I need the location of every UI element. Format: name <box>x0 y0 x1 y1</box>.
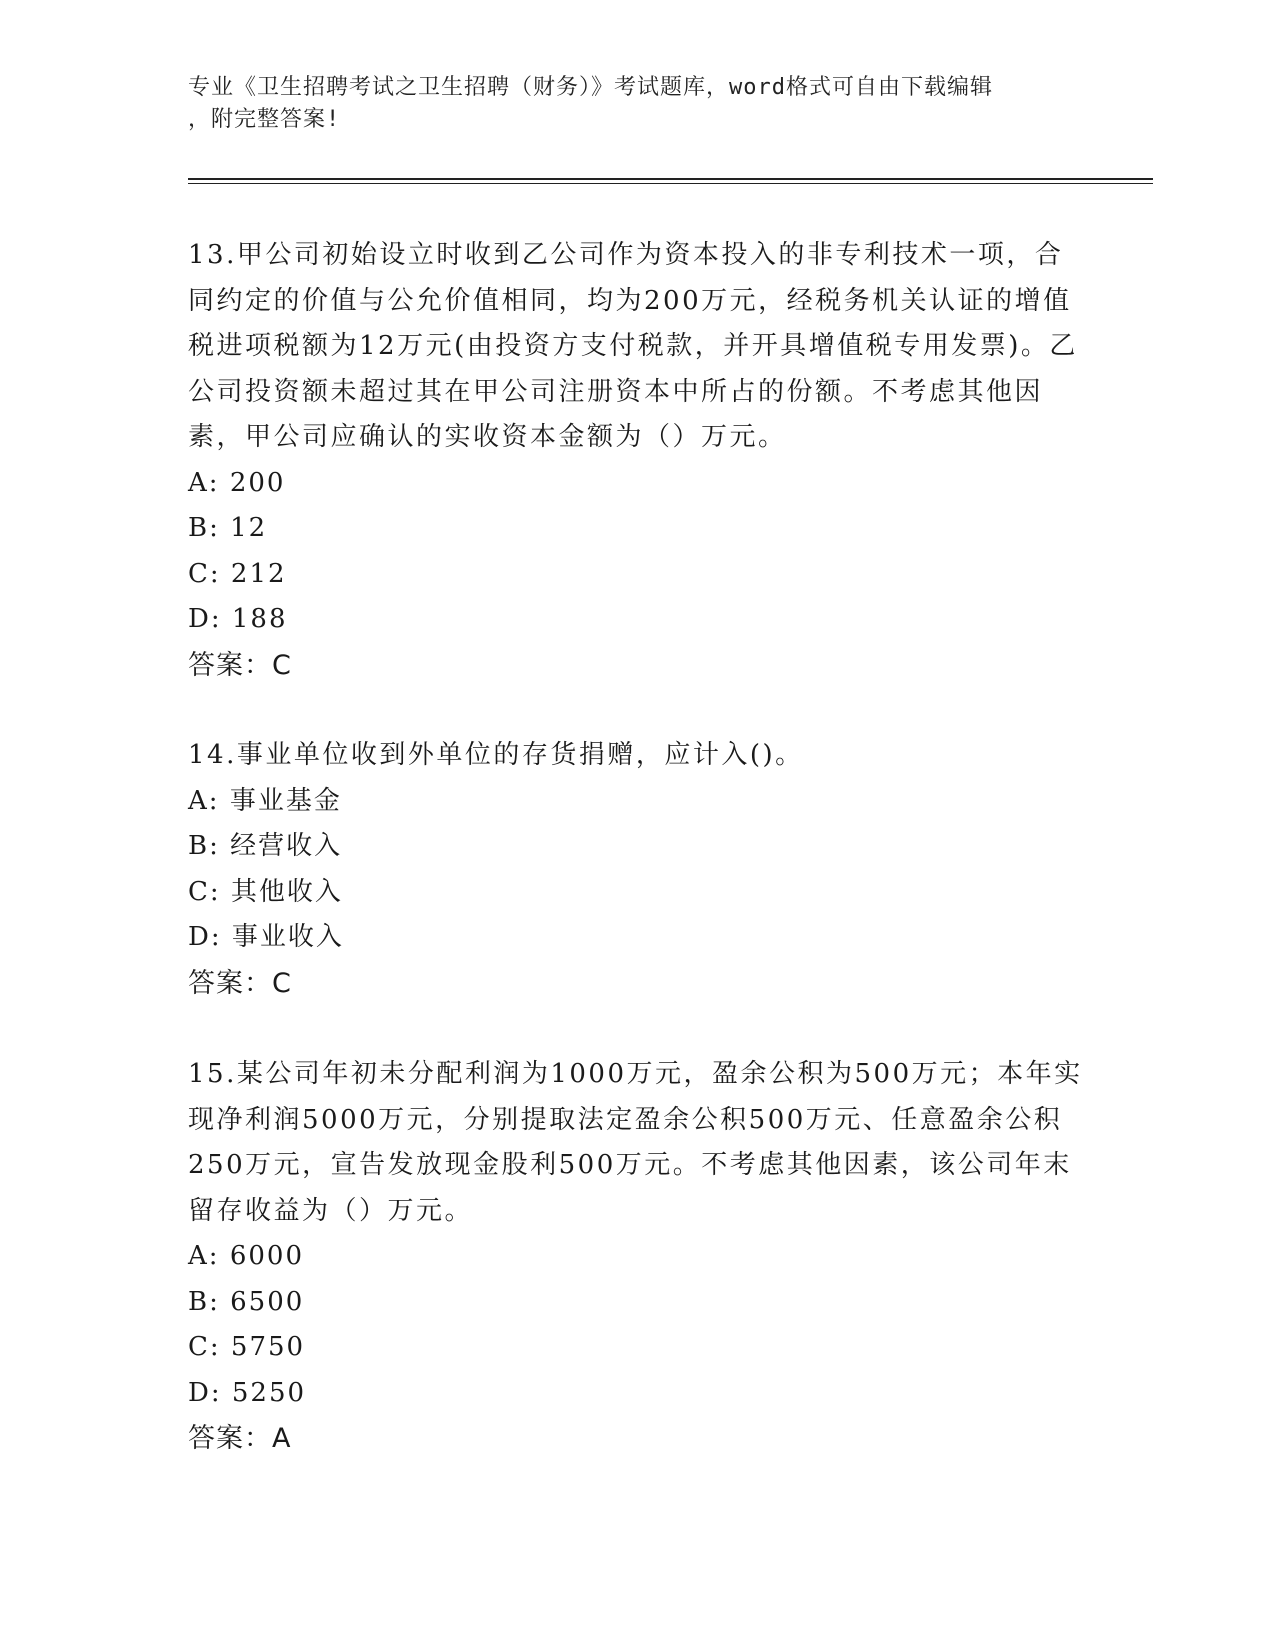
header-line-1: 专业《卫生招聘考试之卫生招聘（财务）》考试题库，word格式可自由下载编辑 <box>188 75 993 100</box>
option-key: A: <box>188 1241 220 1271</box>
answer-line: 答案：C <box>188 967 292 999</box>
option-key: D: <box>188 922 222 952</box>
option-c <box>188 552 1088 598</box>
option-text: 其他收入 <box>230 876 343 907</box>
option-text: 212 <box>230 558 287 589</box>
option-text: 200 <box>229 467 286 498</box>
option-text: 经营收入 <box>230 831 343 861</box>
option-d <box>188 1371 1088 1417</box>
option-b <box>188 1280 1088 1326</box>
option-text: 事业基金 <box>229 785 342 816</box>
option-text: 6500 <box>230 1286 305 1317</box>
document-header <box>188 72 1088 136</box>
question-14 <box>188 733 1088 1006</box>
option-c <box>188 870 1088 916</box>
option-key: C: <box>188 876 221 907</box>
option-text: 188 <box>231 604 288 634</box>
question-stem: 14.事业单位收到外单位的存货捐赠，应计入()。 <box>188 740 804 770</box>
question-stem: 13.甲公司初始设立时收到乙公司作为资本投入的非专利技术一项，合同约定的价值与公允价值相同，均为200万元，经税务机关认证的增值税进项税额为12万元(由投资方支付税款，并开具增值税专用发票)。乙公司投资额未超过其在甲公司注册资本中所占的份额。不考虑其他因素，甲公司应确认的实收资本金额为（）万元。 <box>188 240 1078 452</box>
option-text: 12 <box>230 513 268 543</box>
option-a <box>188 1234 1088 1280</box>
header-divider-thick <box>188 178 1153 180</box>
option-text: 6000 <box>229 1241 304 1271</box>
answer-line: 答案：A <box>188 1423 292 1454</box>
question-15 <box>188 1052 1088 1462</box>
option-d <box>188 915 1088 961</box>
option-key: B: <box>188 831 220 861</box>
option-b <box>188 506 1088 552</box>
option-d <box>188 597 1088 643</box>
header-divider-thin <box>188 183 1153 184</box>
option-key: D: <box>188 604 222 634</box>
question-stem: 15.某公司年初未分配利润为1000万元，盈余公积为500万元；本年实现净利润5000万元，分别提取法定盈余公积500万元、任意盈余公积250万元，宣告发放现金股利500万元。不考虑其他因素，该公司年末留存收益为（）万元。 <box>188 1059 1083 1226</box>
option-key: B: <box>188 513 220 543</box>
option-text: 5250 <box>231 1377 307 1408</box>
option-text: 事业收入 <box>231 922 344 952</box>
option-key: C: <box>188 558 221 589</box>
option-key: C: <box>188 1332 221 1362</box>
header-line-2: ，附完整答案! <box>188 107 341 132</box>
option-b <box>188 824 1088 870</box>
option-a <box>188 461 1088 507</box>
option-key: B: <box>188 1286 220 1317</box>
answer-line: 答案：C <box>188 649 292 681</box>
question-13 <box>188 233 1088 688</box>
option-key: D: <box>188 1377 222 1408</box>
option-key: A: <box>188 785 220 816</box>
option-text: 5750 <box>230 1332 306 1362</box>
option-c <box>188 1325 1088 1371</box>
option-key: A: <box>188 467 220 498</box>
option-a <box>188 779 1088 825</box>
